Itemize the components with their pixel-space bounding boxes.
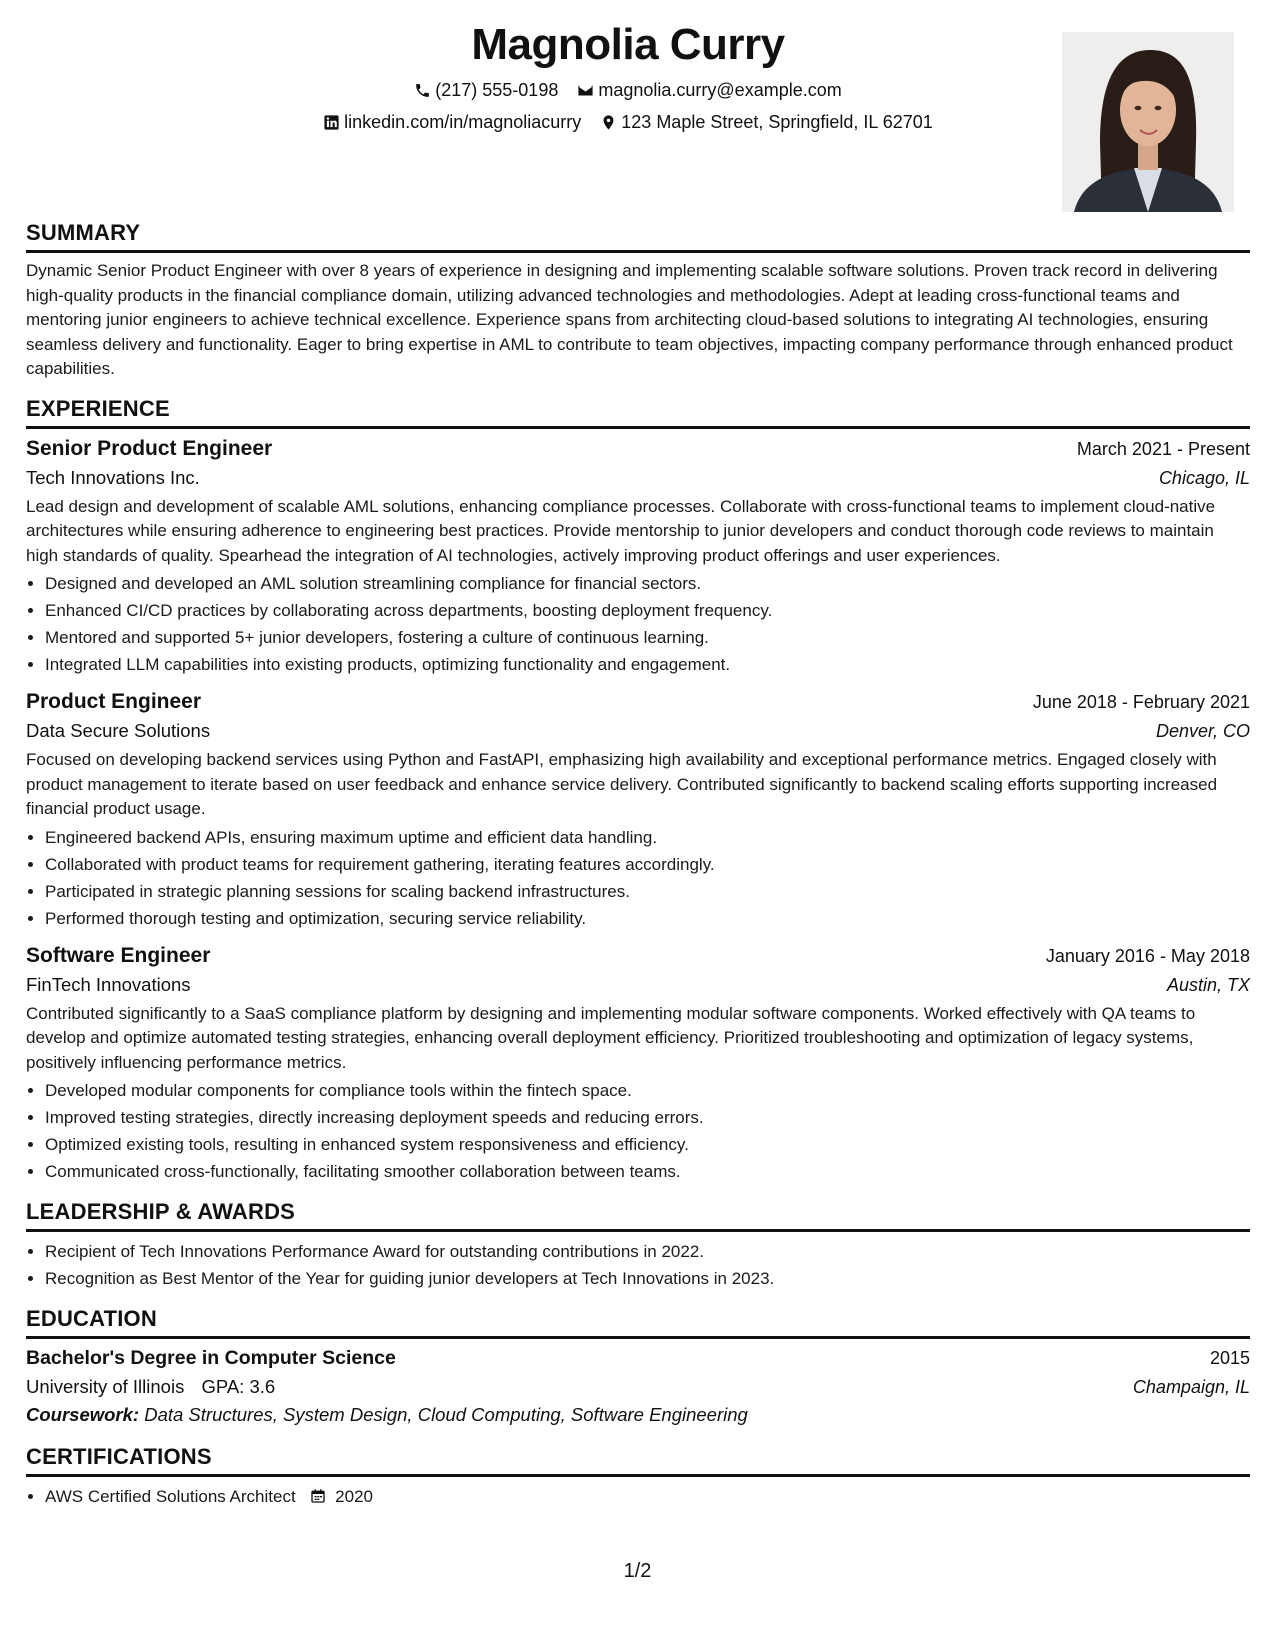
phone-text: (217) 555-0198 bbox=[435, 80, 559, 100]
list-item: • Integrated LLM capabilities into existing products, optimizing functionality and engagement. bbox=[45, 651, 1250, 678]
list-item: • Optimized existing tools, resulting in enhanced system responsiveness and efficiency. bbox=[45, 1131, 1250, 1158]
calendar-icon bbox=[310, 1488, 326, 1504]
certifications-heading: CERTIFICATIONS bbox=[26, 1444, 1250, 1477]
list-item: • Improved testing strategies, directly increasing deployment speeds and reducing errors. bbox=[45, 1104, 1250, 1131]
graduation-year: 2015 bbox=[1209, 1348, 1250, 1368]
job-dates: June 2018 - February 2021 bbox=[1032, 692, 1250, 712]
candidate-name: Magnolia Curry bbox=[471, 20, 785, 69]
contact-linkedin[interactable] bbox=[323, 112, 581, 133]
list-item: • Performed thorough testing and optimization, securing service reliability. bbox=[45, 905, 1250, 932]
profile-photo bbox=[1062, 32, 1234, 212]
address-text: 123 Maple Street, Springfield, IL 62701 bbox=[621, 112, 933, 132]
list-item: • Designed and developed an AML solution streamlining compliance for financial sectors. bbox=[45, 570, 1250, 597]
list-item: • Mentored and supported 5+ junior developers, fostering a culture of continuous learning. bbox=[45, 624, 1250, 651]
email-text: magnolia.curry@example.com bbox=[598, 80, 842, 100]
experience-heading: EXPERIENCE bbox=[26, 396, 1250, 429]
page-number: 1/2 bbox=[623, 1560, 652, 1582]
job-bullets bbox=[26, 1077, 1250, 1185]
job-bullets bbox=[26, 570, 1250, 678]
degree: Bachelor's Degree in Computer Science bbox=[26, 1347, 396, 1369]
school-line bbox=[26, 1376, 275, 1398]
job-location: Denver, CO bbox=[1155, 721, 1250, 741]
contact-address bbox=[600, 112, 933, 133]
certification-name: AWS Certified Solutions Architect bbox=[45, 1487, 296, 1506]
job-title: Product Engineer bbox=[26, 690, 202, 713]
job-bullets bbox=[26, 824, 1250, 932]
job-dates: March 2021 - Present bbox=[1076, 438, 1250, 459]
summary-section bbox=[26, 220, 1250, 382]
list-item: • Recipient of Tech Innovations Performance Award for outstanding contributions in 2022. bbox=[45, 1238, 1250, 1265]
leadership-list bbox=[26, 1238, 1250, 1292]
job-description: Contributed significantly to a SaaS compliance platform by designing and implementing modular software components. Worked effectively with QA teams to develop and optimize automated testing strategies, enhancing overall deployment efficiency. Prioritized troubleshooting and optimization of legacy systems, positively influencing performance metrics. bbox=[26, 1003, 1196, 1072]
resume-header bbox=[26, 0, 1250, 220]
job-description: Lead design and development of scalable AML solutions, enhancing compliance processes. Collaborate with cross-functional teams to implement cloud-native architectures while ensuring adherence to engineering best practices. Provide mentorship to junior developers and conduct thorough code reviews to maintain high standards of quality. Spearhead the integration of AI technologies, actively improving product offerings and user experiences. bbox=[26, 496, 1216, 565]
contact-email[interactable] bbox=[577, 80, 841, 101]
job-entry bbox=[26, 944, 1250, 1186]
resume-page bbox=[26, 0, 1250, 1650]
summary-heading: SUMMARY bbox=[26, 220, 1250, 253]
coursework-text: Data Structures, System Design, Cloud Computing, Software Engineering bbox=[144, 1404, 748, 1425]
school-name: University of Illinois bbox=[26, 1376, 185, 1397]
leadership-section bbox=[26, 1199, 1250, 1292]
job-location: Chicago, IL bbox=[1158, 467, 1250, 488]
list-item bbox=[45, 1483, 1250, 1510]
contact-phone[interactable] bbox=[414, 80, 558, 101]
list-item: • Engineered backend APIs, ensuring maximum uptime and efficient data handling. bbox=[45, 824, 1250, 851]
envelope-icon bbox=[577, 82, 594, 99]
job-entry bbox=[26, 437, 1250, 679]
job-description: Focused on developing backend services using Python and FastAPI, emphasizing high availability and exceptional performance metrics. Engaged closely with product management to iterate based on user feedback and enhance service delivery. Contributed significantly to backend scaling efforts supporting increased financial product usage. bbox=[26, 750, 1218, 818]
certification-year: 2020 bbox=[335, 1487, 373, 1506]
gpa: GPA: 3.6 bbox=[201, 1376, 276, 1397]
list-item: • Developed modular components for compliance tools within the fintech space. bbox=[45, 1077, 1250, 1104]
list-item: • Recognition as Best Mentor of the Year for guiding junior developers at Tech Innovations in 2023. bbox=[45, 1265, 1250, 1292]
certifications-section bbox=[26, 1444, 1250, 1510]
linkedin-text: linkedin.com/in/magnoliacurry bbox=[344, 112, 582, 132]
profile-portrait bbox=[1062, 32, 1234, 212]
coursework-line bbox=[26, 1404, 1250, 1426]
job-company: FinTech Innovations bbox=[26, 973, 191, 995]
education-section bbox=[26, 1306, 1250, 1426]
summary-text: Dynamic Senior Product Engineer with over 8 years of experience in designing and implementing scalable software solutions. Proven track record in delivering high-quality products in the financial compliance domain, utilizing advanced technologies and methodologies. Adept at leading cross-functional teams and mentoring junior engineers to achieve technical excellence. Experience spans from architecting cloud-based solutions to integrating AI technologies, ensuring seamless delivery and functionality. Eager to bring expertise in AML to contribute to team objectives, impacting company performance through enhanced product capabilities. bbox=[26, 261, 1233, 378]
list-item: • Collaborated with product teams for requirement gathering, iterating features accordingly. bbox=[45, 851, 1250, 878]
job-dates: January 2016 - May 2018 bbox=[1045, 945, 1250, 966]
list-item: • Enhanced CI/CD practices by collaborating across departments, boosting deployment frequency. bbox=[45, 597, 1250, 624]
certifications-list bbox=[26, 1483, 1250, 1510]
school-location: Champaign, IL bbox=[1132, 1377, 1250, 1397]
phone-icon bbox=[414, 82, 431, 99]
education-heading: EDUCATION bbox=[26, 1306, 1250, 1339]
job-location: Austin, TX bbox=[1166, 974, 1250, 995]
map-pin-icon bbox=[600, 114, 617, 131]
list-item: • Participated in strategic planning sessions for scaling backend infrastructures. bbox=[45, 878, 1250, 905]
job-company: Tech Innovations Inc. bbox=[26, 466, 200, 488]
job-title: Senior Product Engineer bbox=[26, 436, 273, 460]
coursework-label: Coursework: bbox=[26, 1404, 140, 1425]
experience-section bbox=[26, 396, 1250, 1186]
leadership-heading: LEADERSHIP & AWARDS bbox=[26, 1199, 1250, 1232]
linkedin-icon bbox=[323, 114, 340, 131]
job-title: Software Engineer bbox=[26, 943, 211, 967]
job-entry bbox=[26, 690, 1250, 932]
job-company: Data Secure Solutions bbox=[26, 720, 211, 741]
list-item: • Communicated cross-functionally, facilitating smoother collaboration between teams. bbox=[45, 1158, 1250, 1185]
